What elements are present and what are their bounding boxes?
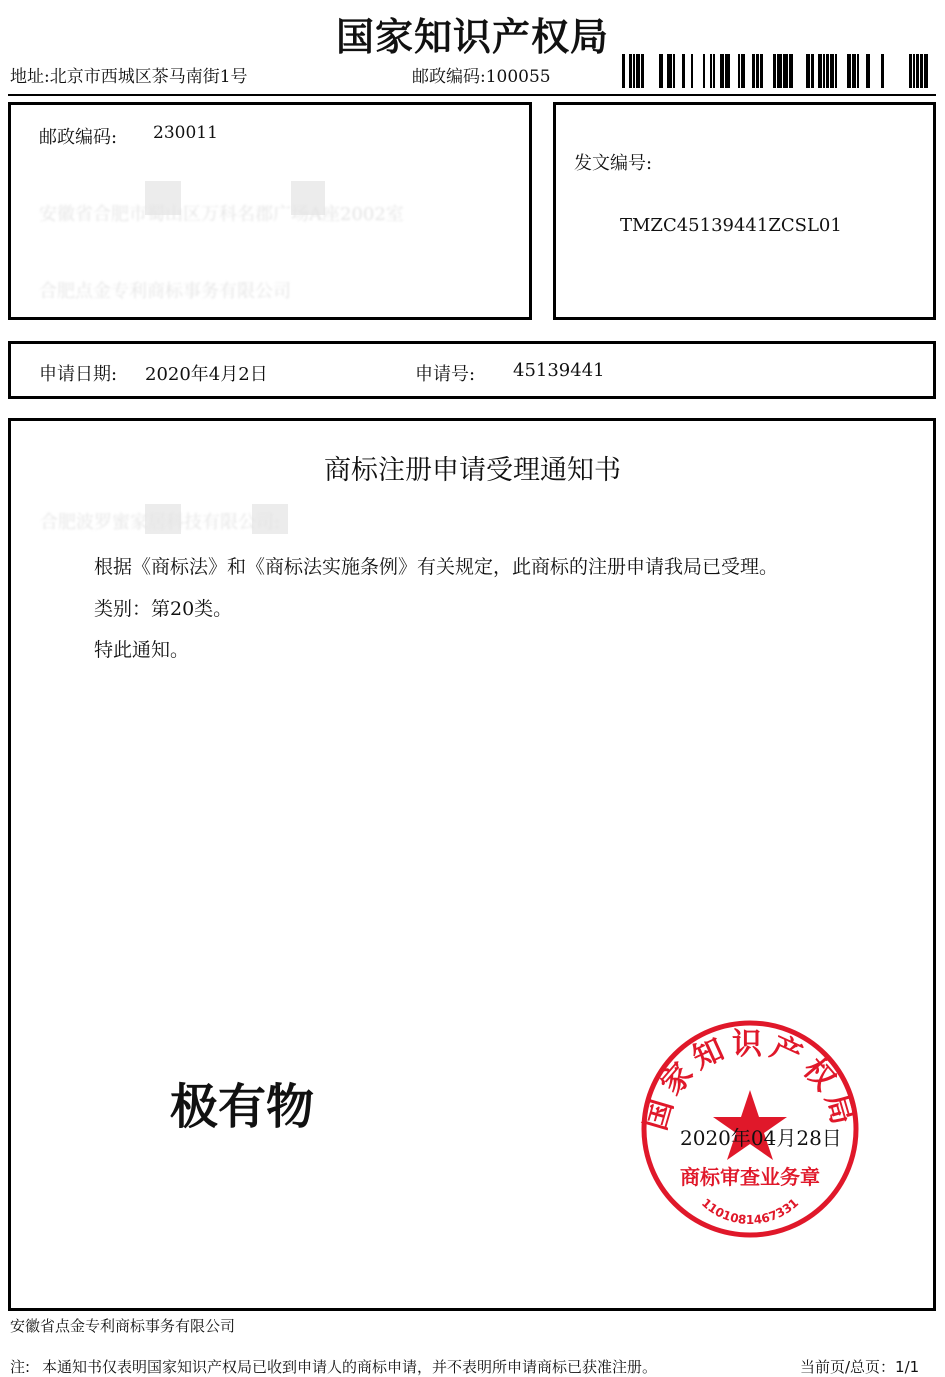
- barcode-bar: [659, 54, 663, 88]
- barcode-bar: [691, 54, 693, 88]
- footer-note: 本通知书仅表明国家知识产权局已收到申请人的商标申请，并不表明所申请商标已获准注册。: [42, 1358, 658, 1376]
- seal-inner-text: 商标审查业务章: [680, 1165, 820, 1189]
- notice-body-line: 根据《商标法》和《商标法实施条例》有关规定，此商标的注册申请我局已受理。: [94, 556, 779, 578]
- header-divider: [8, 94, 936, 96]
- barcode-bar: [818, 54, 822, 88]
- document-number-box: [553, 102, 936, 320]
- footer-note-label: 注:: [10, 1358, 31, 1376]
- barcode-bar: [760, 54, 763, 88]
- applicant-name: 合肥波罗蜜家居科技有限公司:: [40, 512, 281, 533]
- barcode-bar: [920, 54, 923, 88]
- footer-agency: 安徽省点金专利商标事务有限公司: [10, 1317, 236, 1335]
- recipient-name: 合肥点金专利商标事务有限公司: [39, 281, 291, 302]
- recipient-postcode-value: 230011: [153, 123, 218, 143]
- barcode-bar: [823, 54, 825, 88]
- notice-title: 商标注册申请受理通知书: [324, 455, 621, 486]
- barcode-bar: [636, 54, 640, 88]
- barcode-bar: [752, 54, 755, 88]
- barcode-bar: [866, 54, 870, 88]
- barcode-bar: [852, 54, 856, 88]
- document-number-label: 发文编号:: [574, 153, 653, 174]
- application-number-value: 45139441: [513, 360, 605, 381]
- barcode-bar: [667, 54, 672, 88]
- barcode-bar: [725, 54, 730, 88]
- barcode-bar: [789, 54, 793, 88]
- barcode-bar: [741, 54, 745, 88]
- barcode-bar: [622, 54, 625, 88]
- barcode-bar: [881, 54, 884, 88]
- recipient-address: 安徽省合肥市蜀山区万科名郡广场A座2002室: [39, 204, 404, 225]
- barcode-bar: [835, 54, 837, 88]
- barcode-bar: [710, 54, 712, 88]
- barcode-bar: [633, 54, 635, 88]
- barcode-bar: [756, 54, 759, 88]
- application-date-label: 申请日期:: [39, 364, 118, 385]
- notice-date: 2020年04月28日: [680, 1126, 842, 1150]
- seal-outer-text: 国家知识产权局: [638, 1027, 862, 1135]
- barcode-bar: [857, 54, 859, 88]
- trademark-text: 极有物: [170, 1079, 315, 1135]
- barcode-bar: [682, 54, 685, 88]
- barcode-bar: [924, 54, 928, 88]
- recipient-box: [8, 102, 532, 320]
- barcode-bar: [909, 54, 912, 88]
- barcode-bar: [713, 54, 715, 88]
- document-number-value: TMZC45139441ZCSL01: [620, 215, 842, 236]
- page-indicator: 当前页/总页：1/1: [800, 1358, 920, 1376]
- barcode-bar: [641, 54, 644, 88]
- barcode-bar: [720, 54, 724, 88]
- barcode-bar: [703, 54, 705, 88]
- barcode-bar: [777, 54, 782, 88]
- notice-closing-line: 特此通知。: [94, 639, 190, 661]
- barcode-bar: [773, 54, 776, 88]
- agency-postcode: 邮政编码:100055: [412, 67, 551, 87]
- application-info-box: [8, 341, 936, 399]
- barcode-bar: [830, 54, 834, 88]
- application-date-value: 2020年4月2日: [145, 364, 268, 385]
- recipient-postcode-label: 邮政编码:: [39, 127, 118, 148]
- agency-address: 地址:北京市西城区茶马南街1号: [10, 67, 248, 87]
- barcode-bar: [811, 54, 814, 88]
- barcode: [622, 52, 932, 90]
- application-number-label: 申请号:: [415, 364, 476, 385]
- barcode-bar: [738, 54, 740, 88]
- barcode-bar: [629, 54, 632, 88]
- barcode-bar: [847, 54, 851, 88]
- notice-class-line: 类别：第20类。: [94, 598, 233, 620]
- agency-title: 国家知识产权局: [335, 14, 609, 59]
- barcode-bar: [916, 54, 919, 88]
- barcode-bar: [673, 54, 675, 88]
- barcode-bar: [826, 54, 829, 88]
- seal-number: 1101081467331: [698, 1195, 802, 1227]
- barcode-bar: [913, 54, 915, 88]
- barcode-bar: [783, 54, 788, 88]
- barcode-bar: [806, 54, 810, 88]
